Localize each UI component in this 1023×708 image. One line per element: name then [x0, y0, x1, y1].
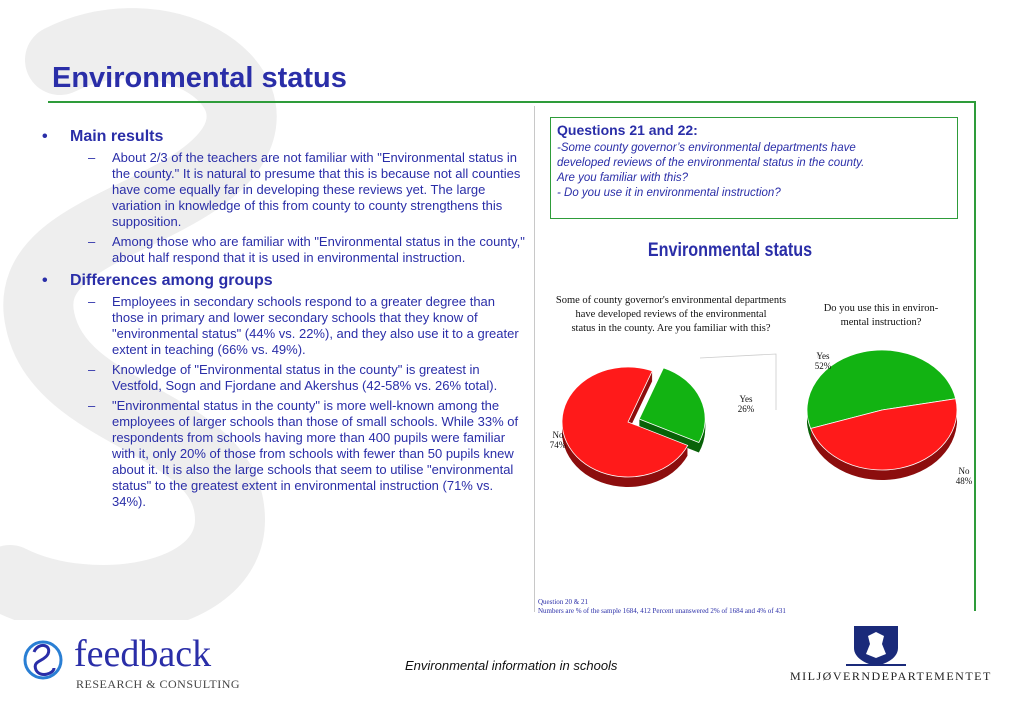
- chart-footnote: [538, 598, 786, 616]
- question-line: -Some county governor’s environmental departments have: [557, 142, 856, 154]
- question-line: - Do you use it in environmental instruction?: [557, 187, 781, 199]
- footnote-line: Numbers are % of the sample 1684, 412 Percent unanswered 2% of 1684 and 4% of 431: [538, 607, 786, 615]
- title-divider: [48, 101, 976, 103]
- right-divider: [974, 101, 976, 611]
- sub-bullet: – Knowledge of "Environmental status in the county" is greatest in Vestfold, Sogn and Fjordane and Akershus (42-58% vs. 26% total).: [88, 362, 498, 393]
- footnote-line: Question 20 & 21: [538, 598, 588, 606]
- bullet-differences: [40, 272, 528, 290]
- pie-title-line: Do you use this in environ-: [823, 303, 939, 314]
- pie-leader-line: [700, 354, 776, 410]
- chart-heading: Environmental status: [647, 240, 813, 261]
- column-divider: [534, 106, 535, 612]
- bullet-list: [40, 128, 528, 514]
- page-title: Environmental status: [52, 62, 347, 94]
- question-line: Are you familiar with this?: [557, 172, 689, 184]
- sub-bullet-text: Knowledge of "Environmental status in the county" is greatest in Vestfold, Sogn and Fjordane and Akershus (42-58% vs. 26% total).: [112, 362, 498, 393]
- sub-bullet: – About 2/3 of the teachers are not familiar with "Environmental status in the county." It is natural to presume that this is because not all counties have come equally far in developing these reviews yet. The large variation in knowledge of this from county to county strengthens this supposition.: [88, 150, 521, 229]
- questions-box: [550, 117, 958, 219]
- sub-bullet-text: "Environmental status in the county" is more well-known among the employees of larger schools than those of small schools. While 33% of respondents from schools having more than 400 pupils were familiar with it, only 20% of those from schools with fewer than 50 pupils knew about it. It is also the large schools that seem to utilise "environmental status" to the greatest extent in environmental instruction (71% vs. 34%).: [112, 398, 519, 509]
- bullet-main-results: [40, 128, 528, 146]
- sub-bullet: – Among those who are familiar with "Environmental status in the county," about half respond that it is used in environmental instruction.: [88, 234, 525, 265]
- norway-crest-icon: [846, 624, 906, 666]
- pie-label-category: Yes: [816, 351, 830, 361]
- pie-label-category: Yes: [739, 394, 753, 404]
- sub-bullet: – Employees in secondary schools respond to a greater degree than those in primary and lower secondary schools that they know of "environmental status" (44% vs. 22%), and they also use it to a greater extent in teaching (66% vs. 49%).: [88, 294, 519, 357]
- ministry-name: MILJØVERNDEPARTEMENTET: [790, 669, 992, 683]
- pie-title-line: have developed reviews of the environmental: [575, 309, 767, 320]
- bullet-dot: •: [42, 128, 48, 145]
- logo-subtitle: RESEARCH & CONSULTING: [76, 677, 241, 691]
- bullet-dot: •: [42, 272, 48, 289]
- bullet-heading: Differences among groups: [70, 272, 273, 289]
- pie-label-category: No: [552, 430, 564, 440]
- pie-label-value: 52%: [814, 361, 832, 371]
- footer-caption: Environmental information in schools: [405, 658, 618, 673]
- pie-charts: [536, 282, 974, 592]
- pie-label-value: 74%: [549, 440, 567, 450]
- bullet-heading: Main results: [70, 128, 164, 145]
- pie-title-line: Some of county governor's environmental departments: [555, 295, 787, 306]
- logo-wordmark: feedback: [74, 633, 212, 675]
- pie-label-value: 26%: [737, 404, 755, 414]
- question-line: developed reviews of the environmental status in the county.: [557, 157, 865, 169]
- questions-title: Questions 21 and 22:: [557, 122, 698, 138]
- sub-bullet-text: About 2/3 of the teachers are not familiar with "Environmental status in the county." It is natural to presume that this is because not all counties have come equally far in developing these reviews yet. The large variation in knowledge of this from county to county strengthens this supposition.: [112, 150, 521, 229]
- pie-title-line: mental instruction?: [840, 317, 922, 328]
- pie-label-category: No: [958, 466, 970, 476]
- pie-label-value: 48%: [955, 476, 973, 486]
- pie-title-line: status in the county. Are you familiar with this?: [571, 323, 771, 334]
- sub-bullet: – "Environmental status in the county" is more well-known among the employees of larger schools than those of small schools. While 33% of respondents from schools having more than 400 pupils were familiar with it, only 20% of those from schools with fewer than 50 pupils knew about it. It is also the large schools that seem to utilise "environmental status" to the greatest extent in environmental instruction (71% vs. 34%).: [88, 398, 519, 509]
- sub-bullet-text: Among those who are familiar with "Environmental status in the county," about half respond that it is used in environmental instruction.: [112, 234, 525, 265]
- sub-bullet-text: Employees in secondary schools respond to a greater degree than those in primary and lower secondary schools that they know of "environmental status" (44% vs. 22%), and they also use it to a greater extent in teaching (66% vs. 49%).: [112, 294, 519, 357]
